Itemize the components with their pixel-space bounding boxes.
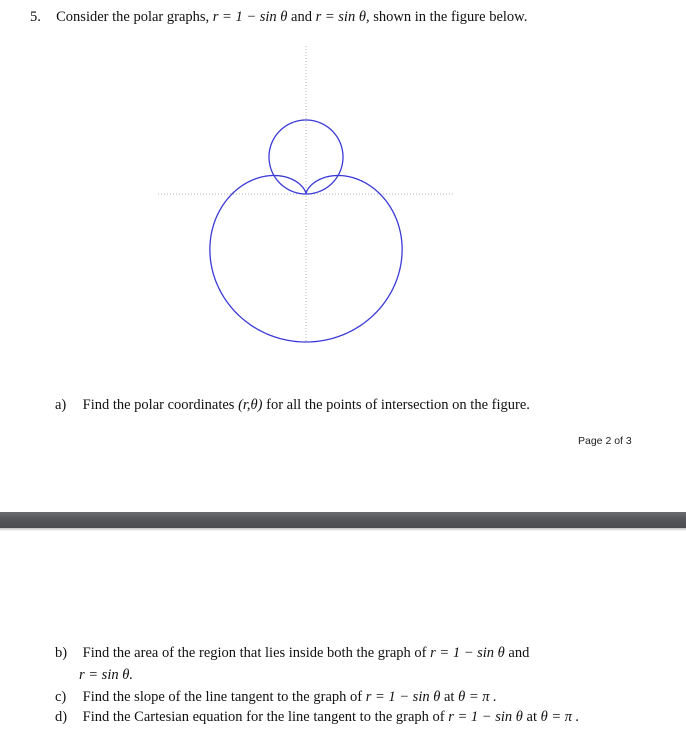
equation-cardioid: r = 1 − sin θ — [212, 9, 288, 25]
page-break-divider — [0, 512, 686, 528]
equation-circle: r = sin θ — [315, 9, 366, 25]
question-b-equation-2: r = sin θ. — [79, 667, 133, 683]
problem-number: 5. — [30, 9, 41, 25]
question-c-label: c) — [55, 689, 67, 705]
problem-outro: , shown in the figure below. — [365, 9, 528, 25]
question-b — [55, 645, 529, 662]
question-d-equation: r = 1 − sin θ — [448, 709, 523, 725]
question-b-text: Find the area of the region that lies inside both the graph of — [82, 645, 427, 661]
question-a-label: a) — [55, 397, 67, 413]
question-b-label: b) — [55, 645, 68, 661]
question-c — [55, 689, 497, 706]
question-d-at: at — [526, 709, 537, 725]
question-b-and: and — [508, 645, 530, 661]
question-d — [55, 709, 579, 726]
page-number: Page 2 of 3 — [578, 435, 632, 447]
question-a — [55, 397, 530, 414]
question-a-text: Find the polar coordinates — [82, 397, 235, 413]
question-c-at: at — [443, 689, 455, 705]
question-c-condition: θ = π . — [458, 689, 497, 705]
question-d-condition: θ = π . — [540, 709, 580, 725]
problem-statement — [30, 9, 527, 26]
question-b-equation: r = 1 − sin θ — [430, 645, 505, 661]
question-a-text-end: for all the points of intersection on the figure. — [266, 397, 530, 413]
question-d-label: d) — [55, 709, 68, 725]
question-a-coords: (r,θ) — [238, 397, 263, 413]
question-c-text: Find the slope of the line tangent to the graph of — [82, 689, 363, 705]
cardioid-curve — [210, 176, 402, 343]
polar-graph-figure — [150, 40, 470, 350]
problem-intro: Consider the polar graphs, — [56, 9, 210, 25]
question-d-text: Find the Cartesian equation for the line tangent to the graph of — [82, 709, 445, 725]
question-b-line2 — [79, 667, 133, 684]
question-c-equation: r = 1 − sin θ — [365, 689, 441, 705]
and-word: and — [291, 9, 312, 25]
